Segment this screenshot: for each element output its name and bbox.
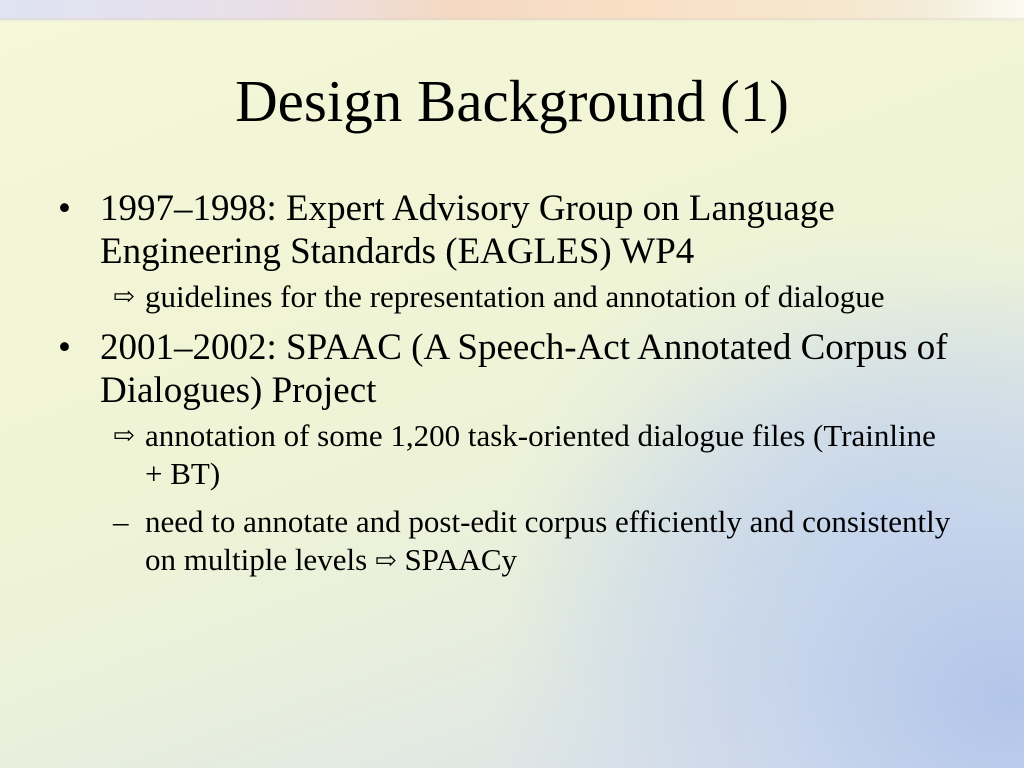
bullet-text: 1997–1998: Expert Advisory Group on Language Engineering Standards (EAGLES) WP4 bbox=[100, 188, 835, 272]
bullet-dot-icon: • bbox=[58, 188, 71, 229]
sub-bullet-text: need to annotate and post-edit corpus efficiently and consistently on multiple levels bbox=[145, 504, 951, 577]
dash-icon: – bbox=[113, 504, 129, 539]
arrow-right-outline-icon: ⇨ bbox=[374, 546, 397, 575]
sub-bullet-text-end: SPAACy bbox=[404, 542, 518, 577]
sub-bullet-item bbox=[113, 278, 958, 316]
arrow-right-outline-icon: ⇨ bbox=[113, 421, 135, 450]
sub-bullet-text: guidelines for the representation and annotation of dialogue bbox=[145, 279, 885, 314]
bullet-dot-icon: • bbox=[58, 327, 71, 368]
bullet-item bbox=[58, 187, 958, 273]
slide-title: Design Background (1) bbox=[235, 68, 789, 134]
slide-content bbox=[58, 187, 958, 590]
top-decorative-strip bbox=[0, 0, 1024, 20]
arrow-right-outline-icon: ⇨ bbox=[113, 282, 135, 311]
bullet-text: 2001–2002: SPAAC (A Speech-Act Annotated Corpus of Dialogues) Project bbox=[100, 327, 948, 411]
sub-bullet-item bbox=[113, 417, 958, 493]
bullet-item bbox=[58, 326, 958, 412]
sub-bullet-item bbox=[113, 503, 958, 580]
top-strip-shadow bbox=[0, 18, 1024, 22]
sub-bullet-text: annotation of some 1,200 task-oriented dialogue files (Trainline + BT) bbox=[145, 418, 936, 491]
